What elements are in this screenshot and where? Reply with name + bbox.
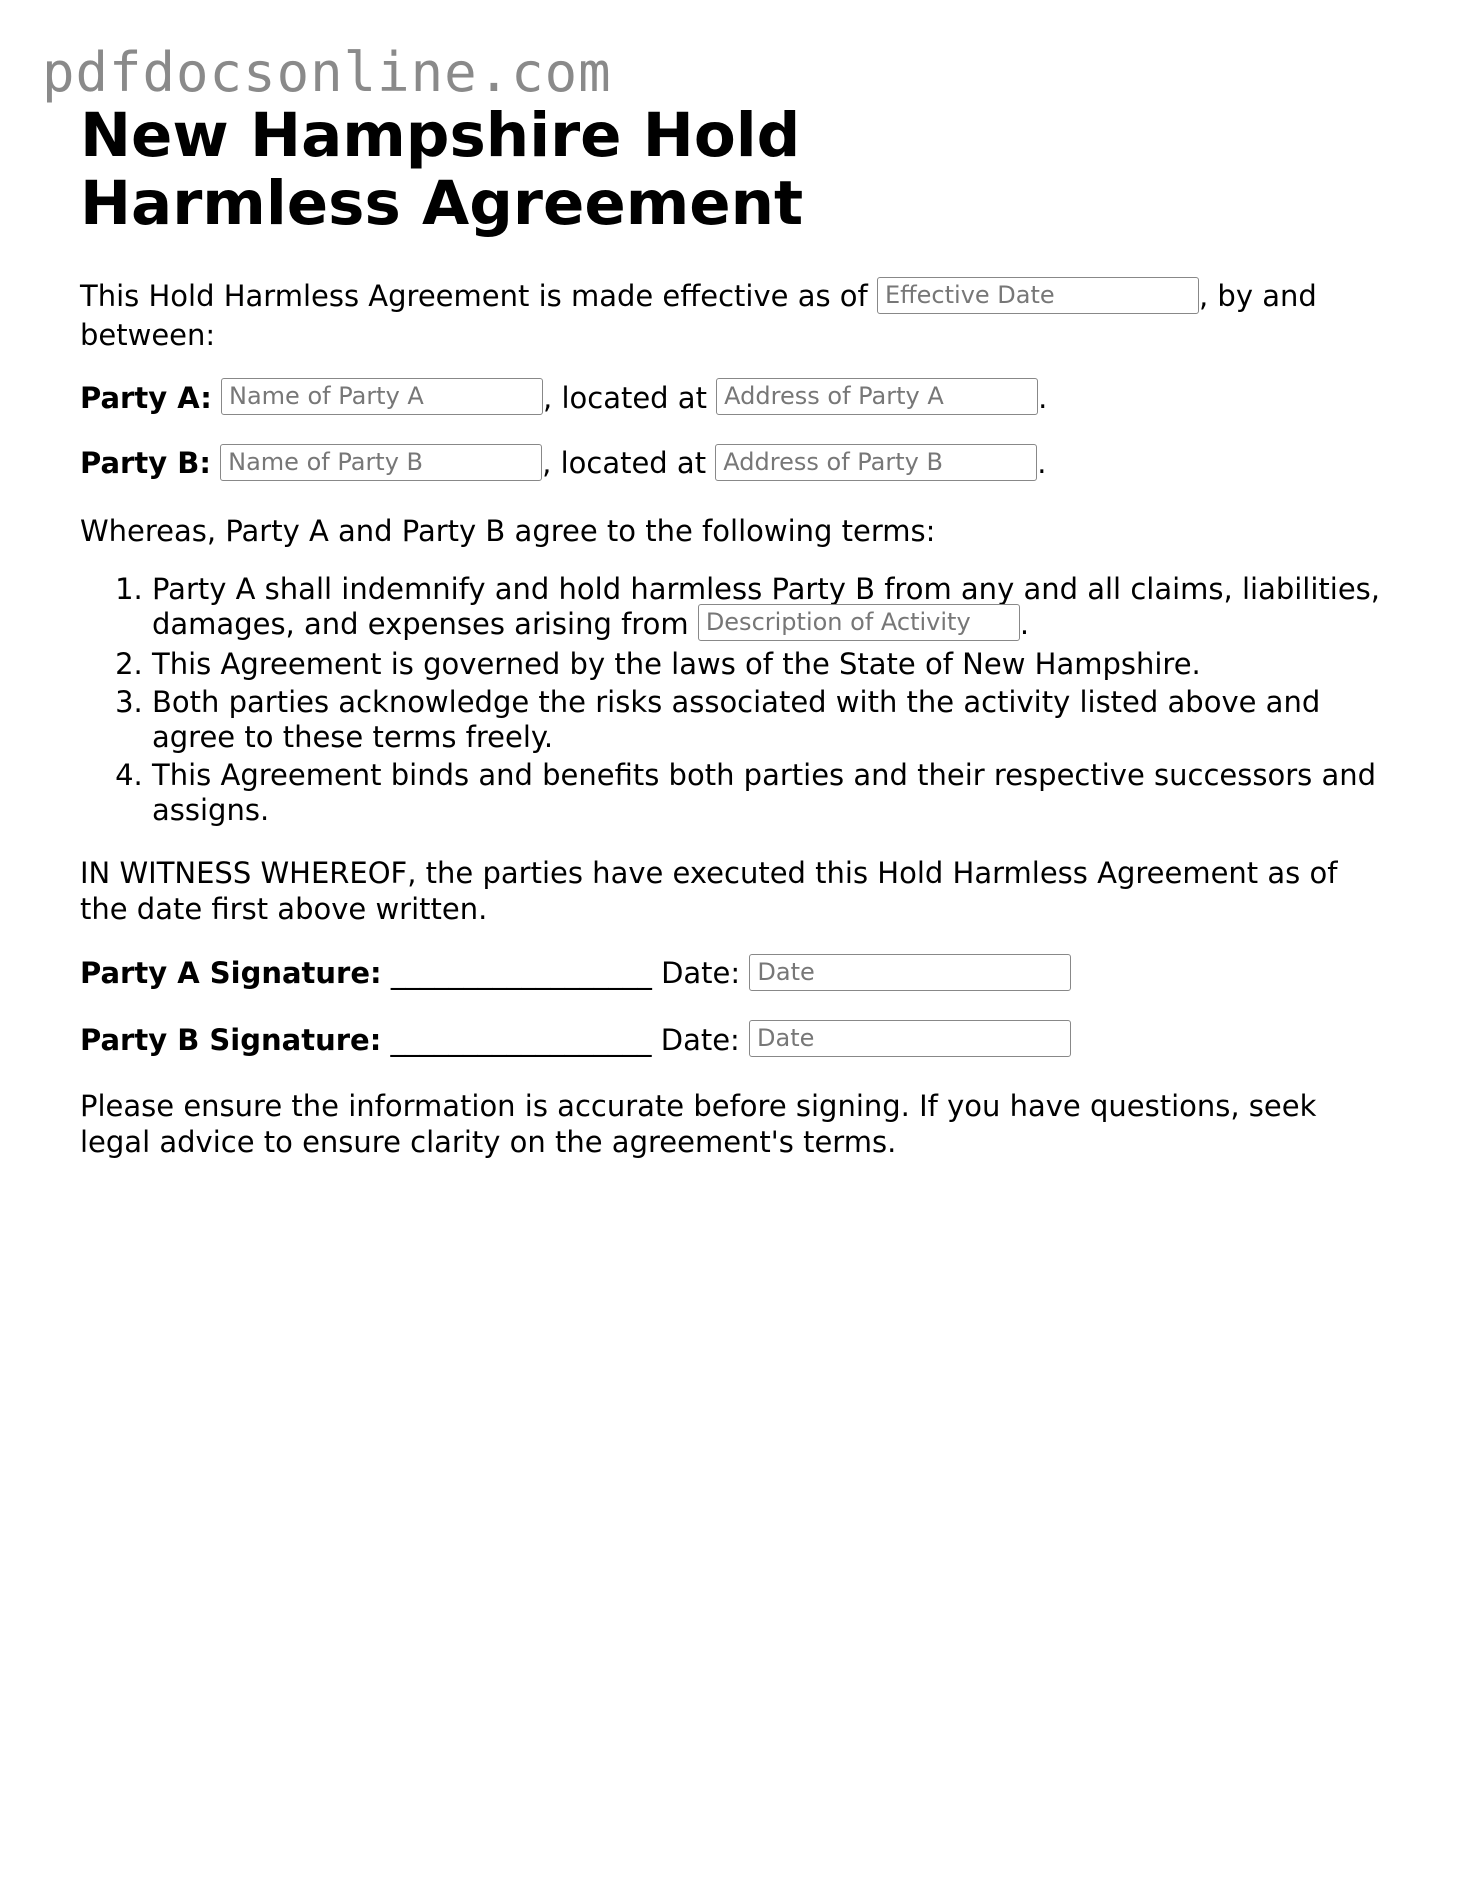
watermark: pdfdocsonline.com (42, 41, 612, 104)
party-b-date-label: Date: (660, 1022, 740, 1057)
activity-description-field[interactable]: Description of Activity (698, 604, 1020, 641)
party-a-signature-line (80, 955, 1390, 994)
party-a-label: Party A: (80, 380, 212, 415)
intro-text: This Hold Harmless Agreement is made effective as of (80, 279, 877, 313)
party-b-line (80, 445, 1390, 484)
page-title: New Hampshire Hold Harmless Agreement (80, 100, 804, 239)
terms-list (80, 572, 1390, 829)
party-a-signature-label: Party A Signature: (80, 956, 382, 990)
term-4: 4. This Agreement binds and benefits both parties and their respective successors and assigns. (152, 758, 1390, 828)
witness-paragraph: IN WITNESS WHEREOF, the parties have executed this Hold Harmless Agreement as of the date first above written. (80, 856, 1338, 926)
party-a-period: . (1038, 380, 1048, 415)
party-a-name-field[interactable]: Name of Party A (221, 378, 543, 415)
term-1-period: . (1019, 606, 1030, 641)
party-a-line (80, 380, 1390, 419)
party-b-signature-line (80, 1022, 1390, 1061)
party-a-date-field[interactable]: Date (749, 954, 1071, 991)
term-2: 2. This Agreement is governed by the laws of the State of New Hampshire. (152, 647, 1390, 682)
effective-date-field[interactable]: Effective Date (877, 277, 1199, 314)
party-b-period: . (1037, 446, 1047, 480)
party-a-signature-blank[interactable]: __________________ (390, 956, 652, 990)
intro-paragraph (80, 278, 1390, 353)
party-a-address-field[interactable]: Address of Party A (716, 378, 1038, 415)
party-b-label: Party B: (80, 446, 211, 480)
party-a-located-text: , located at (543, 380, 717, 415)
intro-text-end: , by and between: (80, 279, 1317, 352)
party-b-located-text: , located at (542, 446, 716, 480)
whereas-paragraph: Whereas, Party A and Party B agree to the following terms: (80, 513, 936, 548)
party-b-date-field[interactable]: Date (749, 1020, 1071, 1057)
party-a-date-label: Date: (661, 956, 741, 990)
term-1-text: Party A shall indemnify and hold harmless Party B from any and all claims, liabilities, damages, and expenses arising from (152, 571, 1381, 641)
footer-note: Please ensure the information is accurate before signing. If you have questions, seek legal advice to ensure clarity on the agreement's terms. (80, 1089, 1317, 1159)
party-b-name-field[interactable]: Name of Party B (220, 444, 542, 481)
party-b-address-field[interactable]: Address of Party B (715, 444, 1037, 481)
party-b-signature-blank[interactable]: __________________ (390, 1022, 652, 1057)
term-3: 3. Both parties acknowledge the risks associated with the activity listed above and agree to these terms freely. (152, 685, 1390, 755)
term-1 (152, 572, 1390, 645)
party-b-signature-label: Party B Signature: (80, 1022, 382, 1057)
document (80, 102, 1390, 1160)
